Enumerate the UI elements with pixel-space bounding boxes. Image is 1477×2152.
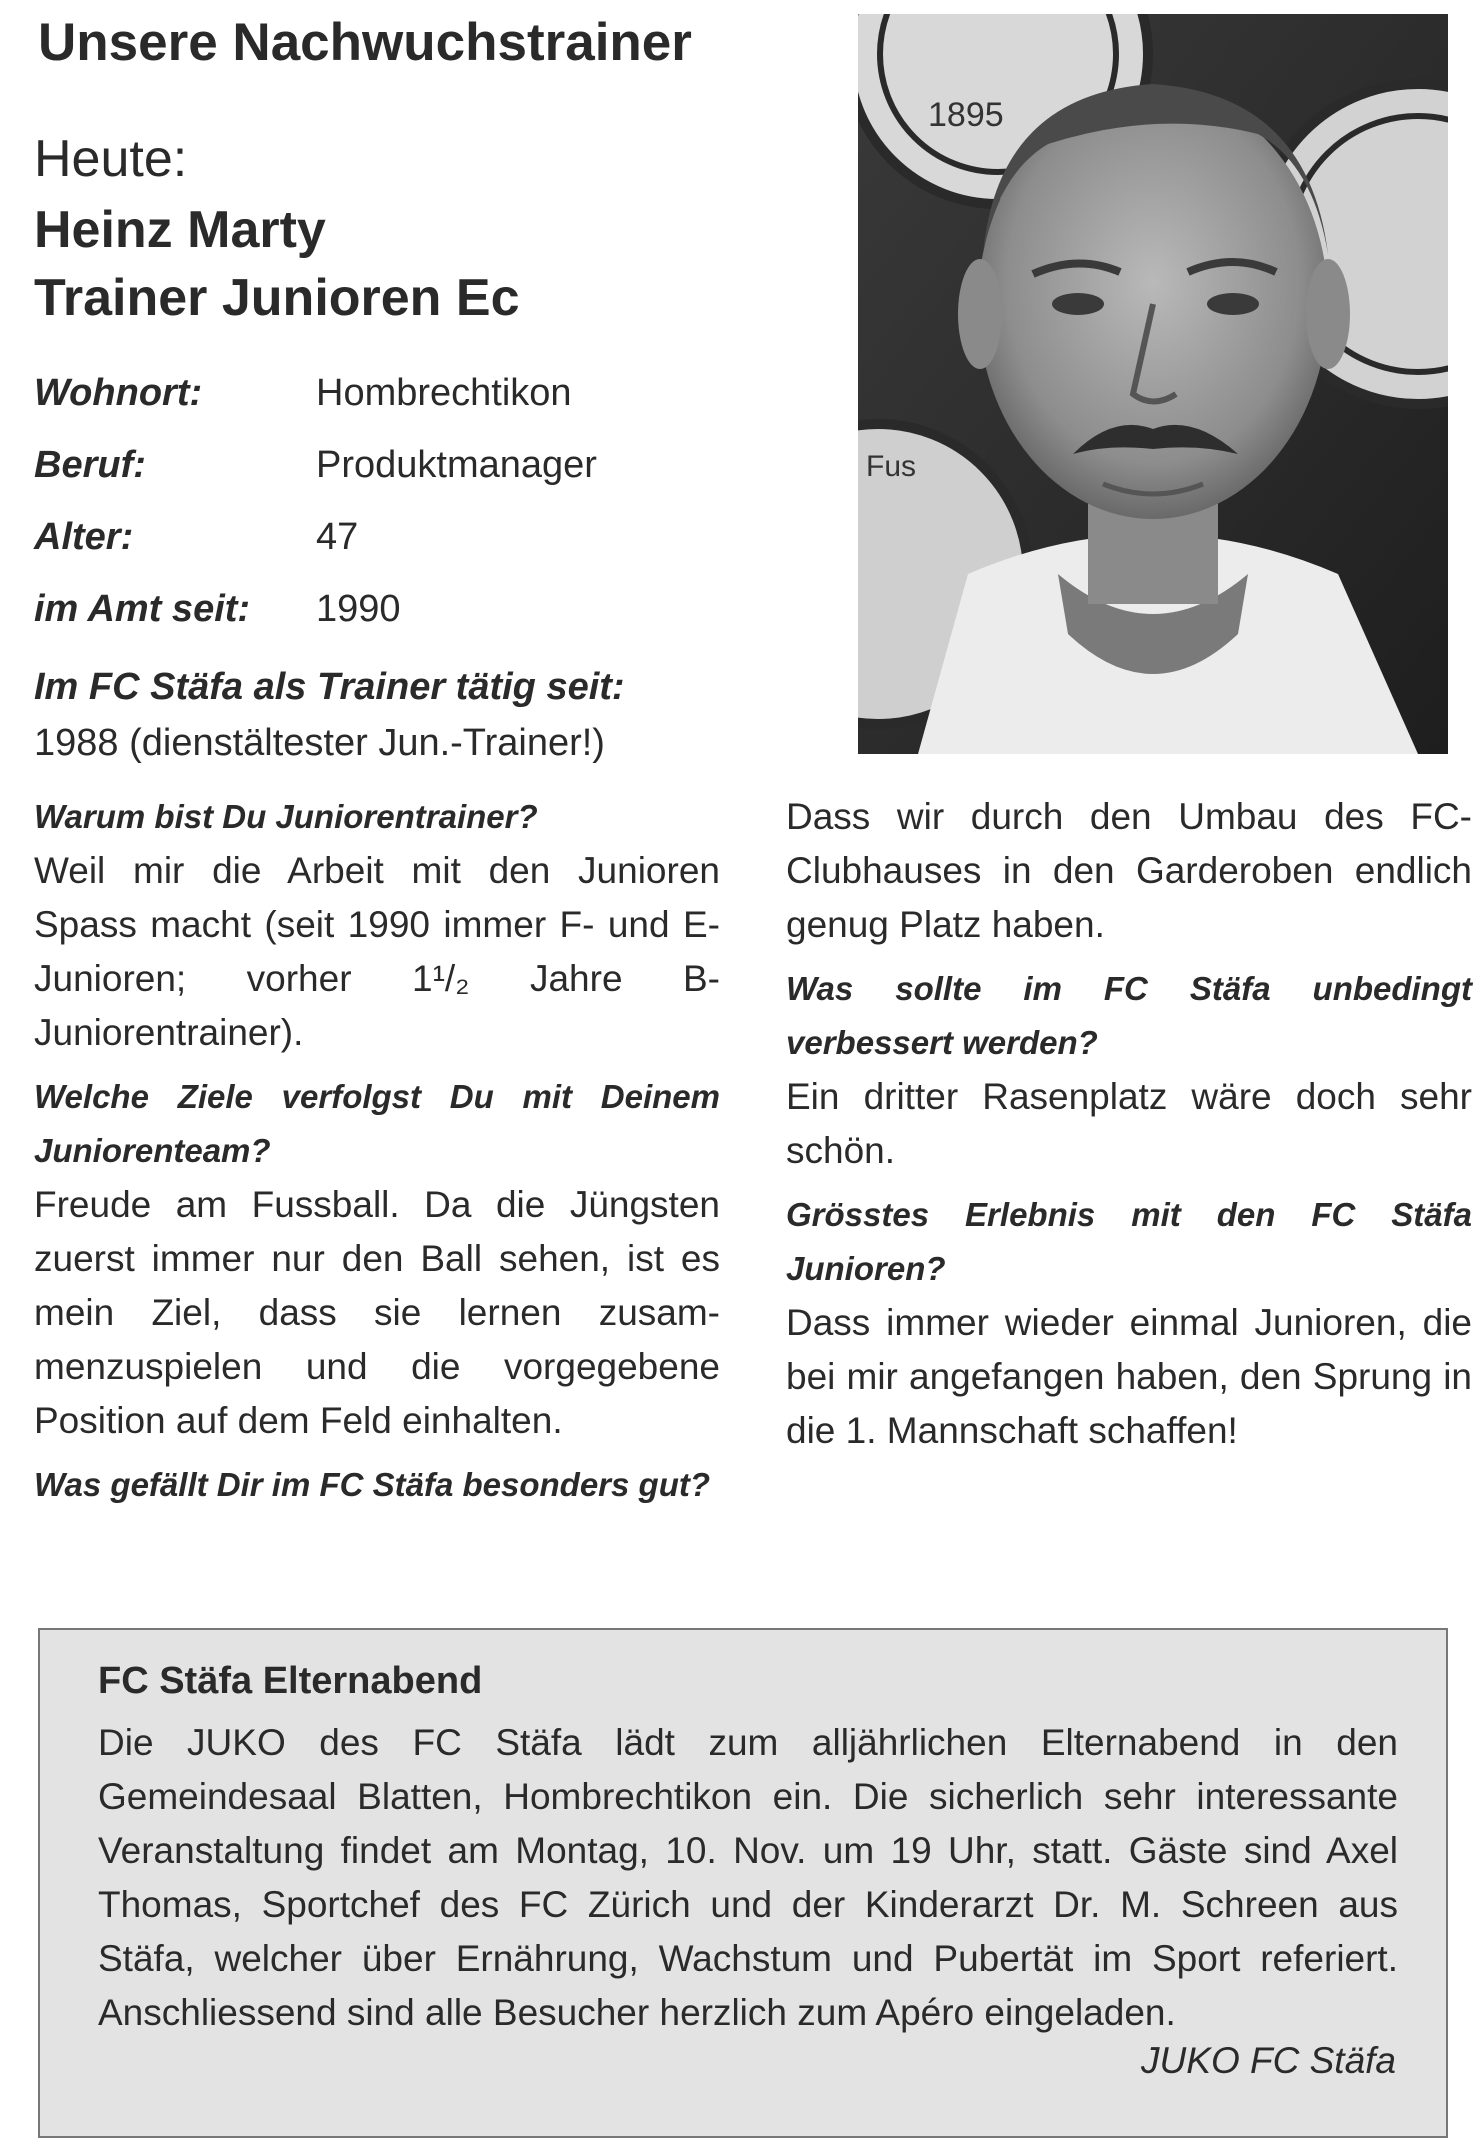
answer: Dass immer wieder einmal Junioren, die bei mir angefangen haben, den Sprung in die 1. Mannschaft schaffen! — [786, 1302, 1472, 1451]
page-title: Unsere Nachwuchstrainer — [38, 13, 692, 72]
fact-value: Produktmanager — [316, 444, 597, 486]
notice-body: Die JUKO des FC Stäfa lädt zum alljährlichen Elternabend in den Gemeindesaal Blatten, Hombrechtikon ein. Die sicherlich sehr interessante Veranstaltung findet am Montag, 10. Nov. um 19 Uhr, statt. Gäste sind Axel Thomas, Sportchef des FC Zürich und der Kinderarzt Dr. M. Schreen aus Stäfa, welcher über Ernährung, Wachstum und Pubertät im Sport referiert. Anschliessend sind alle Besucher herzlich zum Apéro eingeladen. — [98, 1722, 1398, 2033]
parents-evening-notice — [38, 1628, 1448, 2138]
question: Was sollte im FC Stäfa unbedingt verbessert werden? — [786, 970, 1472, 1061]
trainer-portrait-photo — [858, 14, 1448, 754]
question: Grösstes Erlebnis mit den FC Stäfa Junioren? — [786, 1196, 1472, 1287]
interview-right-column — [786, 790, 1472, 1468]
answer: Freude am Fussball. Da die Jüngsten zuerst immer nur den Ball sehen, ist es mein Ziel, dass sie lernen zusammenzuspielen und die vorgegebene Position auf dem Feld einhalten. — [34, 1184, 720, 1441]
trainer-heading — [34, 196, 520, 332]
answer: Dass wir durch den Umbau des FC-Clubhauses in den Garderoben endlich genug Platz haben. — [786, 796, 1472, 945]
logo-year-text: 1895 — [928, 96, 1004, 134]
fact-label: Wohnort: — [34, 372, 203, 414]
coach-since-label: Im FC Stäfa als Trainer tätig seit: — [34, 666, 625, 708]
fact-value: 1990 — [316, 588, 401, 630]
question: Was gefällt Dir im FC Stäfa besonders gut? — [34, 1466, 711, 1503]
trainer-name: Heinz Marty — [34, 201, 326, 259]
answer: Ein dritter Rasenplatz wäre doch sehr schön. — [786, 1076, 1472, 1171]
trainer-role: Trainer Junioren Ec — [34, 269, 520, 327]
fact-label: Beruf: — [34, 444, 146, 486]
fact-value: Hombrechtikon — [316, 372, 572, 414]
interview-left-column — [34, 790, 720, 1512]
fact-label: im Amt seit: — [34, 588, 251, 630]
logo-text: Fus — [866, 450, 917, 483]
question: Welche Ziele verfolgst Du mit Deinem Juniorenteam? — [34, 1078, 720, 1169]
coach-since-value: 1988 (dienstältester Jun.-Trainer!) — [34, 722, 605, 764]
notice-title: FC Stäfa Elternabend — [98, 1660, 483, 1702]
fact-label: Alter: — [34, 516, 134, 558]
notice-signature: JUKO FC Stäfa — [1141, 2040, 1396, 2081]
question: Warum bist Du Juniorentrainer? — [34, 798, 538, 835]
portrait-illustration — [858, 14, 1448, 754]
fact-value: 47 — [316, 516, 359, 558]
today-label: Heute: — [34, 130, 188, 188]
answer: Weil mir die Arbeit mit den Junioren Spass macht (seit 1990 immer F- und E-Junioren; vorher 1¹/₂ Jahre B-Juniorentrainer). — [34, 850, 720, 1053]
